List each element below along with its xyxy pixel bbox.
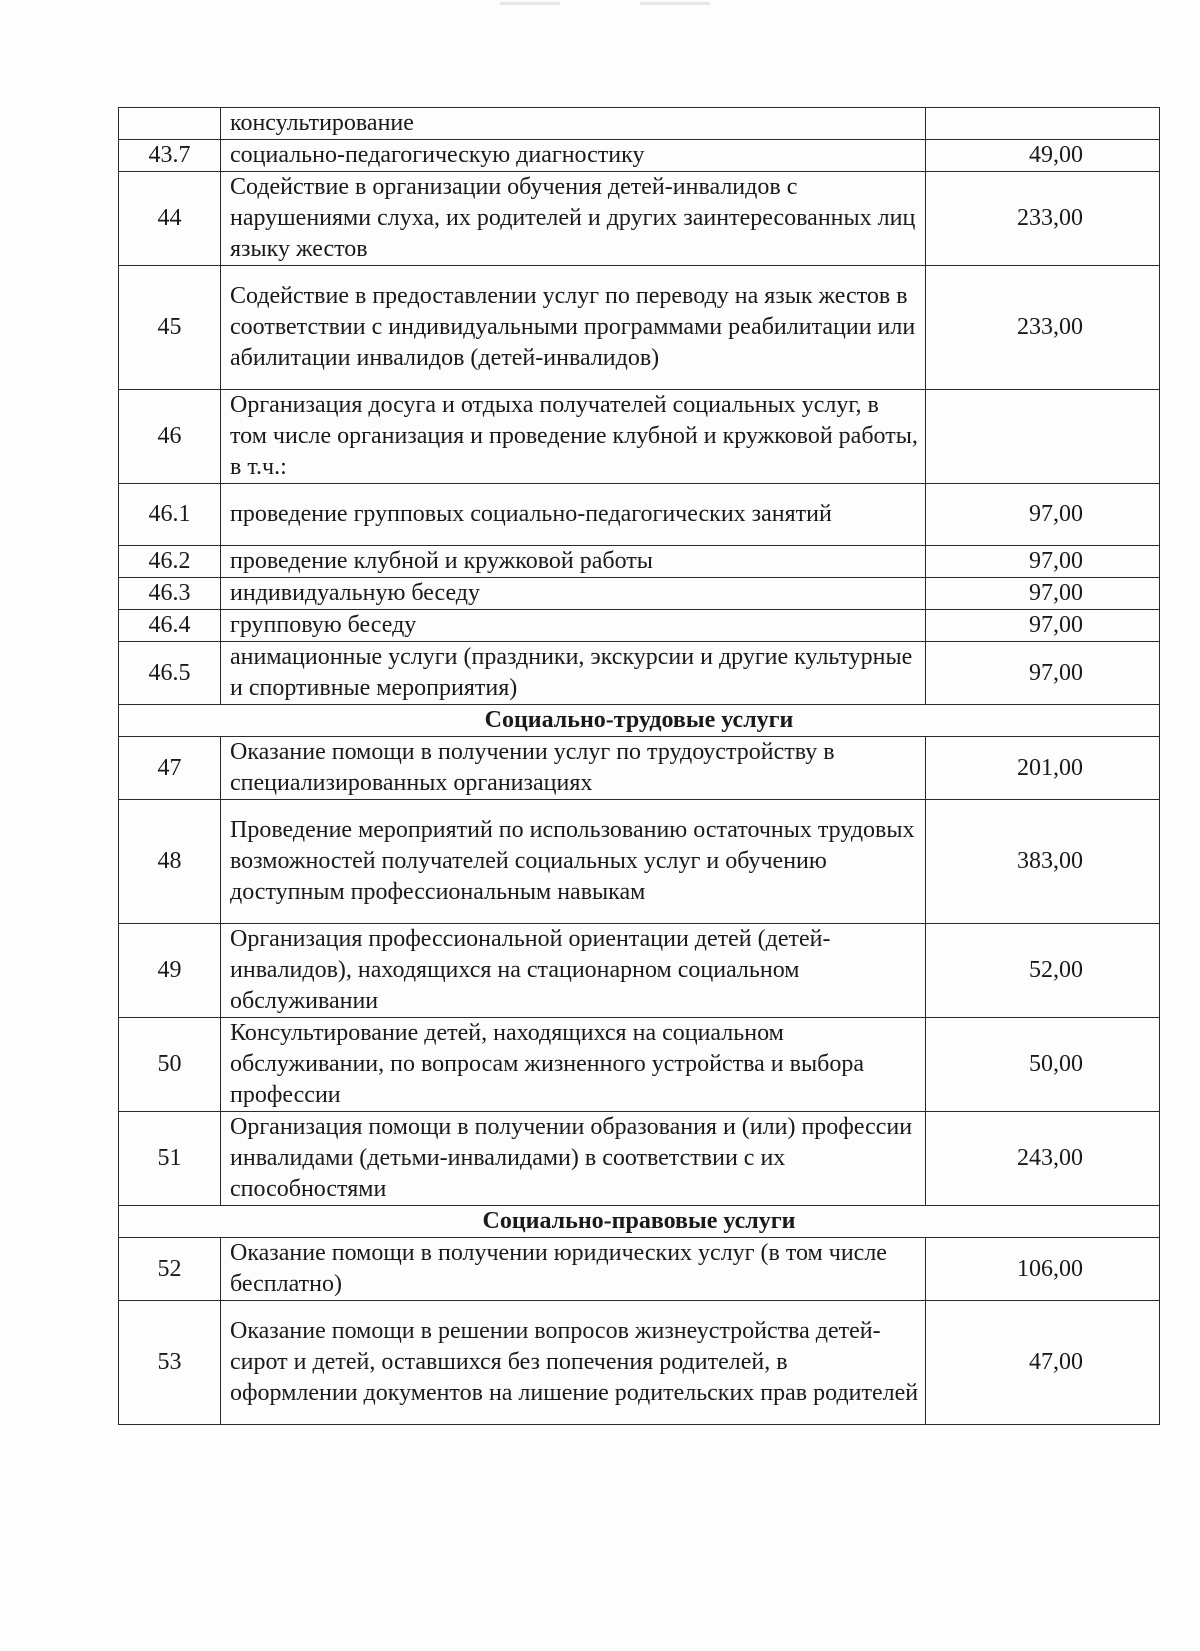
row-number: 44	[119, 172, 221, 266]
service-name: Содействие в организации обучения детей-инвалидов с нарушениями слуха, их родителей и других заинтересованных лиц языку жестов	[221, 172, 926, 266]
row-number	[119, 108, 221, 140]
service-price: 47,00	[926, 1301, 1160, 1425]
service-price: 97,00	[926, 578, 1160, 610]
table-row	[119, 172, 1160, 266]
service-name: Содействие в предоставлении услуг по переводу на язык жестов в соответствии с индивидуальными программами реабилитации или абилитации инвалидов (детей-инвалидов)	[221, 266, 926, 390]
table-row	[119, 140, 1160, 172]
table-row	[119, 610, 1160, 642]
service-name: Оказание помощи в получении юридических услуг (в том числе бесплатно)	[221, 1238, 926, 1301]
row-number: 49	[119, 924, 221, 1018]
service-price: 97,00	[926, 546, 1160, 578]
section-title: Социально-трудовые услуги	[119, 705, 1160, 737]
service-price: 243,00	[926, 1112, 1160, 1206]
service-price: 233,00	[926, 266, 1160, 390]
table-row	[119, 924, 1160, 1018]
service-price: 201,00	[926, 737, 1160, 800]
row-number: 43.7	[119, 140, 221, 172]
service-name: Оказание помощи в решении вопросов жизнеустройства детей-сирот и детей, оставшихся без попечения родителей, в оформлении документов на лишение родительских прав родителей	[221, 1301, 926, 1425]
service-price: 49,00	[926, 140, 1160, 172]
row-number: 52	[119, 1238, 221, 1301]
service-name: индивидуальную беседу	[221, 578, 926, 610]
row-number: 46.5	[119, 642, 221, 705]
row-number: 53	[119, 1301, 221, 1425]
table-row	[119, 1112, 1160, 1206]
row-number: 46.3	[119, 578, 221, 610]
section-header-row	[119, 1206, 1160, 1238]
service-name: Организация профессиональной ориентации детей (детей-инвалидов), находящихся на стационарном социальном обслуживании	[221, 924, 926, 1018]
service-price: 50,00	[926, 1018, 1160, 1112]
service-name: консультирование	[221, 108, 926, 140]
service-name: Проведение мероприятий по использованию остаточных трудовых возможностей получателей социальных услуг и обучению доступным профессиональным навыкам	[221, 800, 926, 924]
row-number: 48	[119, 800, 221, 924]
service-name: групповую беседу	[221, 610, 926, 642]
service-name: Оказание помощи в получении услуг по трудоустройству в специализированных организациях	[221, 737, 926, 800]
service-price: 383,00	[926, 800, 1160, 924]
table-row	[119, 800, 1160, 924]
table-row	[119, 266, 1160, 390]
service-name: Консультирование детей, находящихся на социальном обслуживании, по вопросам жизненного устройства и выбора профессии	[221, 1018, 926, 1112]
service-price	[926, 108, 1160, 140]
service-name: Организация помощи в получении образования и (или) профессии инвалидами (детьми-инвалидами) в соответствии с их способностями	[221, 1112, 926, 1206]
service-name: социально-педагогическую диагностику	[221, 140, 926, 172]
service-name: анимационные услуги (праздники, экскурсии и другие культурные и спортивные мероприятия)	[221, 642, 926, 705]
table-row	[119, 1238, 1160, 1301]
table-row	[119, 1018, 1160, 1112]
service-name: проведение групповых социально-педагогических занятий	[221, 484, 926, 546]
table-row	[119, 737, 1160, 800]
row-number: 47	[119, 737, 221, 800]
services-price-table	[118, 107, 1160, 1425]
service-price: 52,00	[926, 924, 1160, 1018]
scan-artifact	[640, 2, 710, 5]
service-price: 97,00	[926, 642, 1160, 705]
table-row	[119, 484, 1160, 546]
row-number: 46.4	[119, 610, 221, 642]
service-price: 97,00	[926, 610, 1160, 642]
table-row	[119, 578, 1160, 610]
service-name: Организация досуга и отдыха получателей социальных услуг, в том числе организация и проведение клубной и кружковой работы, в т.ч.:	[221, 390, 926, 484]
row-number: 46.1	[119, 484, 221, 546]
row-number: 51	[119, 1112, 221, 1206]
service-price: 233,00	[926, 172, 1160, 266]
table-row	[119, 546, 1160, 578]
service-price	[926, 390, 1160, 484]
row-number: 50	[119, 1018, 221, 1112]
service-name: проведение клубной и кружковой работы	[221, 546, 926, 578]
table-row	[119, 108, 1160, 140]
table-row	[119, 390, 1160, 484]
scan-artifact	[500, 2, 560, 5]
service-price: 106,00	[926, 1238, 1160, 1301]
table-row	[119, 642, 1160, 705]
row-number: 45	[119, 266, 221, 390]
service-price: 97,00	[926, 484, 1160, 546]
row-number: 46.2	[119, 546, 221, 578]
row-number: 46	[119, 390, 221, 484]
services-table-body	[119, 108, 1160, 1425]
section-title: Социально-правовые услуги	[119, 1206, 1160, 1238]
table-row	[119, 1301, 1160, 1425]
section-header-row	[119, 705, 1160, 737]
